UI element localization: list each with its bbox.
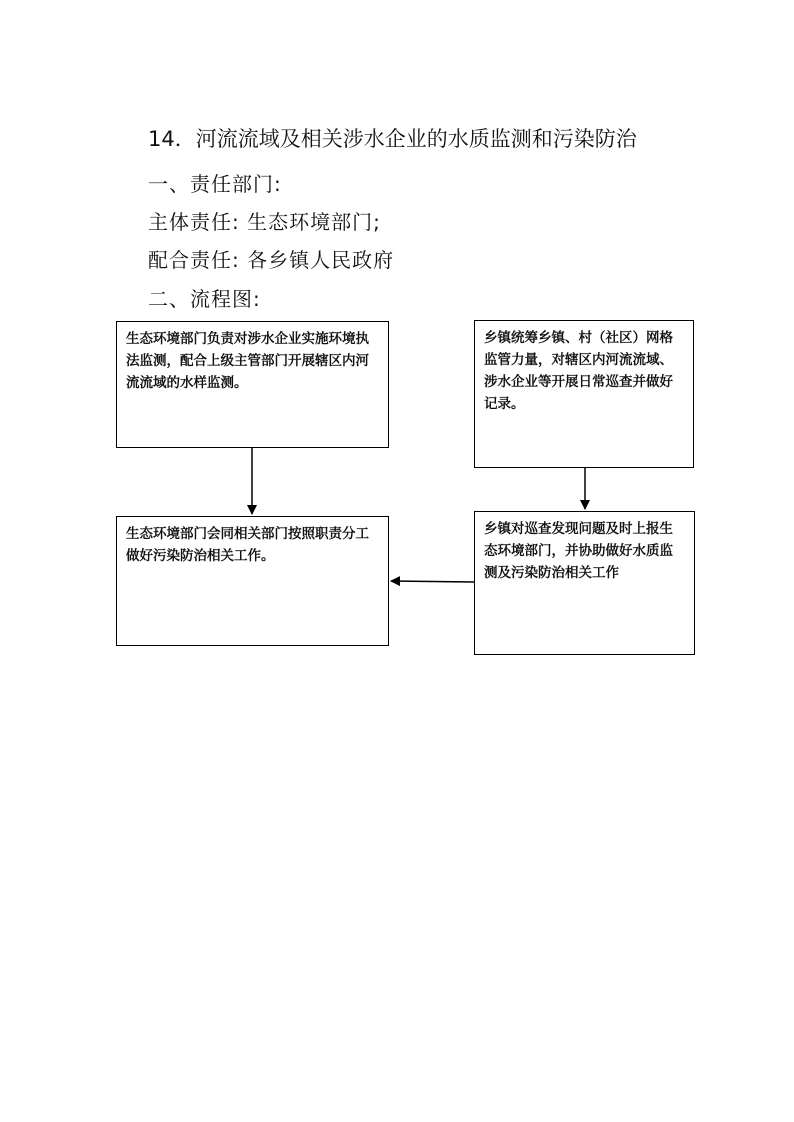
cooperating-responsibility: 配合责任: 各乡镇人民政府 [148,248,395,272]
flow-box-township-report: 乡镇对巡查发现问题及时上报生态环境部门，并协助做好水质监测及污染防治相关工作 [474,511,695,655]
section-heading-flowchart: 二、流程图: [148,287,261,311]
flow-box-township-patrol: 乡镇统筹乡镇、村（社区）网格监管力量，对辖区内河流流域、涉水企业等开展日常巡查并做好记录。 [474,320,694,468]
section-heading-responsible-dept: 一、责任部门: [148,172,282,196]
arrow-right-to-left [391,581,474,582]
flow-box-environment-monitoring: 生态环境部门负责对涉水企业实施环境执法监测，配合上级主管部门开展辖区内河流流域的水样监测。 [116,321,389,448]
flow-box-environment-pollution-control: 生态环境部门会同相关部门按照职责分工做好污染防治相关工作。 [116,516,389,646]
primary-responsibility: 主体责任: 生态环境部门; [148,210,381,234]
document-title: 14．河流流域及相关涉水企业的水质监测和污染防治 [148,127,637,151]
